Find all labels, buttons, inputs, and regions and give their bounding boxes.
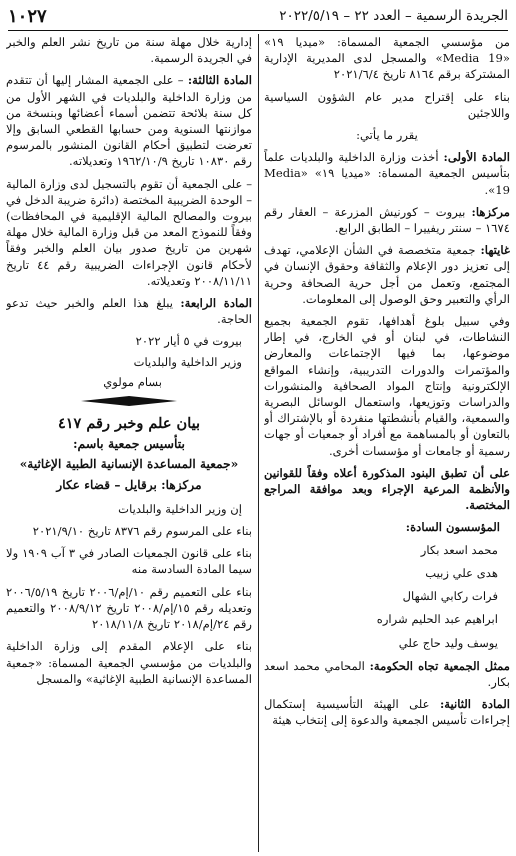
article-2 — [264, 696, 510, 728]
diamond-rule-icon — [81, 396, 177, 406]
goals-label: غايتها: — [480, 243, 510, 258]
page-header — [8, 4, 508, 31]
association-name: «جمعية المساعدة الإنسانية الطبية الإغاثية» — [19, 457, 239, 472]
decision-heading: يقرر ما يأتي: — [356, 128, 418, 143]
proposal-basis: بناء على إقتراح مدير عام الشؤون السياسية واللاجئين — [264, 89, 510, 120]
basis-law: بناء على قانون الجمعيات الصادر في ٣ آب ١٩٠٩ ولا سيما المادة السادسة منه — [6, 546, 252, 577]
article-1-text: أخذت وزارة الداخلية والبلديات علماً بتأسيس الجمعية المسماة: «ميديا ١٩» «Media 19». — [264, 150, 510, 197]
column-divider — [258, 34, 259, 852]
association-headquarters: مركزها: برقايل – قضاء عكار — [56, 477, 202, 492]
basis-decree: بناء على المرسوم رقم ٨٣٧٦ تاريخ ٢٠٢١/٩/١٠ — [32, 524, 252, 539]
founders-title: المؤسسون السادة: — [405, 520, 500, 535]
representative-text: المحامي محمد اسعد بكار. — [264, 658, 510, 689]
founder-item: محمد اسعد بكار — [420, 542, 498, 557]
article-2-continuation: إدارية خلال مهلة سنة من تاريخ نشر العلم والخبر في الجريدة الرسمية. — [6, 35, 252, 66]
article-2-text: على الهيئة التأسيسية إستكمال إجراءات تأسيس الجمعية والدعوة إلى إنتخاب هيئة — [264, 697, 510, 728]
conditions-paragraph: على أن تطبق البنود المذكورة أعلاه وفقاً للقوانين والأنظمة المرعية الإجراء وبعد موافقة المراجع المختصة. — [264, 465, 510, 513]
basis-notification: بناء على الإعلام المقدم إلى وزارة الداخلية والبلديات من مؤسسي الجمعية المسماة: «جمعية المساعدة الإنسانية الطبية الإغاثية» والمسجل — [6, 639, 252, 686]
means-paragraph: وفي سبيل بلوغ أهدافها، تقوم الجمعية بجميع النشاطات، في لبنان أو في الخارج، في إطار موضوعها، بما فيها الإجتماعات والمعارض والمؤتمرات والدورات التدريبية، وإنشاء المواقع الإلكترونية وإنتاج المواد الصحافية والمنشورات والدراسات وتوزيعها، واستعمال الوسائل البصرية والسمعية، والقيام بأنشطتها منفردة أو بالإشتراك أو بالتعاون أو بالمساهمة مع أفراد أو جمعيات أو جهات رسمية أو جامعات أو مؤسسات أخرى. — [264, 314, 510, 458]
goals-text: جمعية متخصصة في الشأن الإعلامي، تهدف إلى تعزيز دور الإعلام والثقافة وحقوق الإنسان في المجتمع، وتعمل من أجل حرية الصحافة وحرية الرأي والتعبير وحق الوصول إلى المعلومات. — [264, 243, 510, 306]
founder-item: هدى علي زبيب — [425, 565, 498, 580]
founders-list — [264, 542, 510, 653]
government-representative — [264, 658, 510, 690]
minister-title: وزير الداخلية والبلديات — [133, 354, 242, 369]
announcement-subtitle: بتأسيس جمعية باسم: — [72, 436, 186, 452]
article-2-label: المادة الثانية: — [440, 697, 510, 712]
headquarters-label: مركزها: — [471, 204, 510, 219]
article-4-text: يبلغ هذا العلم والخبر حيث تدعو الحاجة. — [6, 296, 252, 327]
headquarters — [264, 204, 510, 236]
founder-item: يوسف وليد حاج علي — [398, 635, 498, 650]
article-4-label: المادة الرابعة: — [180, 296, 252, 311]
article-1-label: المادة الأولى: — [443, 150, 510, 165]
left-column — [6, 34, 252, 852]
article-3 — [6, 72, 252, 169]
page-number: ١٠٢٧ — [8, 5, 47, 27]
announcement-title: بيان علم وخبر رقم ٤١٧ — [57, 415, 201, 433]
goals — [264, 242, 510, 307]
gazette-title: الجريدة الرسمية – العدد ٢٢ – ٢٠٢٢/٥/١٩ — [279, 8, 508, 24]
right-column — [264, 34, 510, 852]
founder-item: فرات ركابي الشهال — [402, 589, 498, 604]
minister-name: بسام مولوي — [103, 374, 162, 389]
article-4 — [6, 295, 252, 327]
representative-label: ممثل الجمعية تجاه الحكومة: — [369, 658, 510, 673]
article-1 — [264, 149, 510, 198]
article-3-label: المادة الثالثة: — [187, 73, 252, 88]
issue-date: بيروت في ٥ أيار ٢٠٢٢ — [135, 334, 242, 349]
article-3-text: – على الجمعية المشار إليها أن تتقدم من وزارة الداخلية والبلديات في الشهر الأول من كل سنة بلائحة تتضمن أسماء أعضائها وبنسخة من موازنتها السنوية ومن حسابها القطعي السابق وإلا تعرضت لتطبيق أحكام القانون المنشور بالمرسوم رقم ١٠٨٣٠ تاريخ ١٩٦٢/١٠/٩ وتعديلاته. — [6, 73, 252, 169]
tax-registration-paragraph: – على الجمعية أن تقوم بالتسجيل لدى وزارة المالية – الوحدة الضريبية المختصة (دائرة ضريبة الدخل في بيروت والمصالح المالية الإقليمية في المحافظات) وفقاً للنموذج المعد من قبل وزارة المالية خلال مهلة شهرين من تاريخ صدور بيان العلم والخبر وفقاً لأحكام قانون الإجراءات الضريبية رقم ٤٤ تاريخ ٢٠٠٨/١١/١١ وتعديلاته. — [6, 176, 252, 288]
founders-intro: من مؤسسي الجمعية المسماة: «ميديا ١٩» «Media 19» والمسجل لدى المديرية الإدارية المشتركة برقم ٨١٦٤ تاريخ ٢٠٢١/٦/٤ — [264, 35, 510, 82]
headquarters-text: بيروت – كورنيش المزرعة – العقار رقم ١٦٧٤ – سنتر ريفييرا – الطابق الرابع. — [264, 204, 510, 236]
minister-intro: إن وزير الداخلية والبلديات — [118, 501, 242, 516]
founder-item: ابراهيم عبد الحليم شراره — [376, 612, 498, 627]
basis-circulars: بناء على التعميم رقم ١٠/إم/٢٠٠٦ تاريخ ٢٠٠٦/٥/١٩ وتعديله رقم ١٥/إم/٢٠٠٨ تاريخ ٢٠٠٨/٩/١٢ والتعميم رقم ٢٤/إم/٢٠١٨ تاريخ ٢٠١٨/١١/٨ — [6, 584, 252, 632]
section-divider-ornament — [6, 396, 252, 406]
